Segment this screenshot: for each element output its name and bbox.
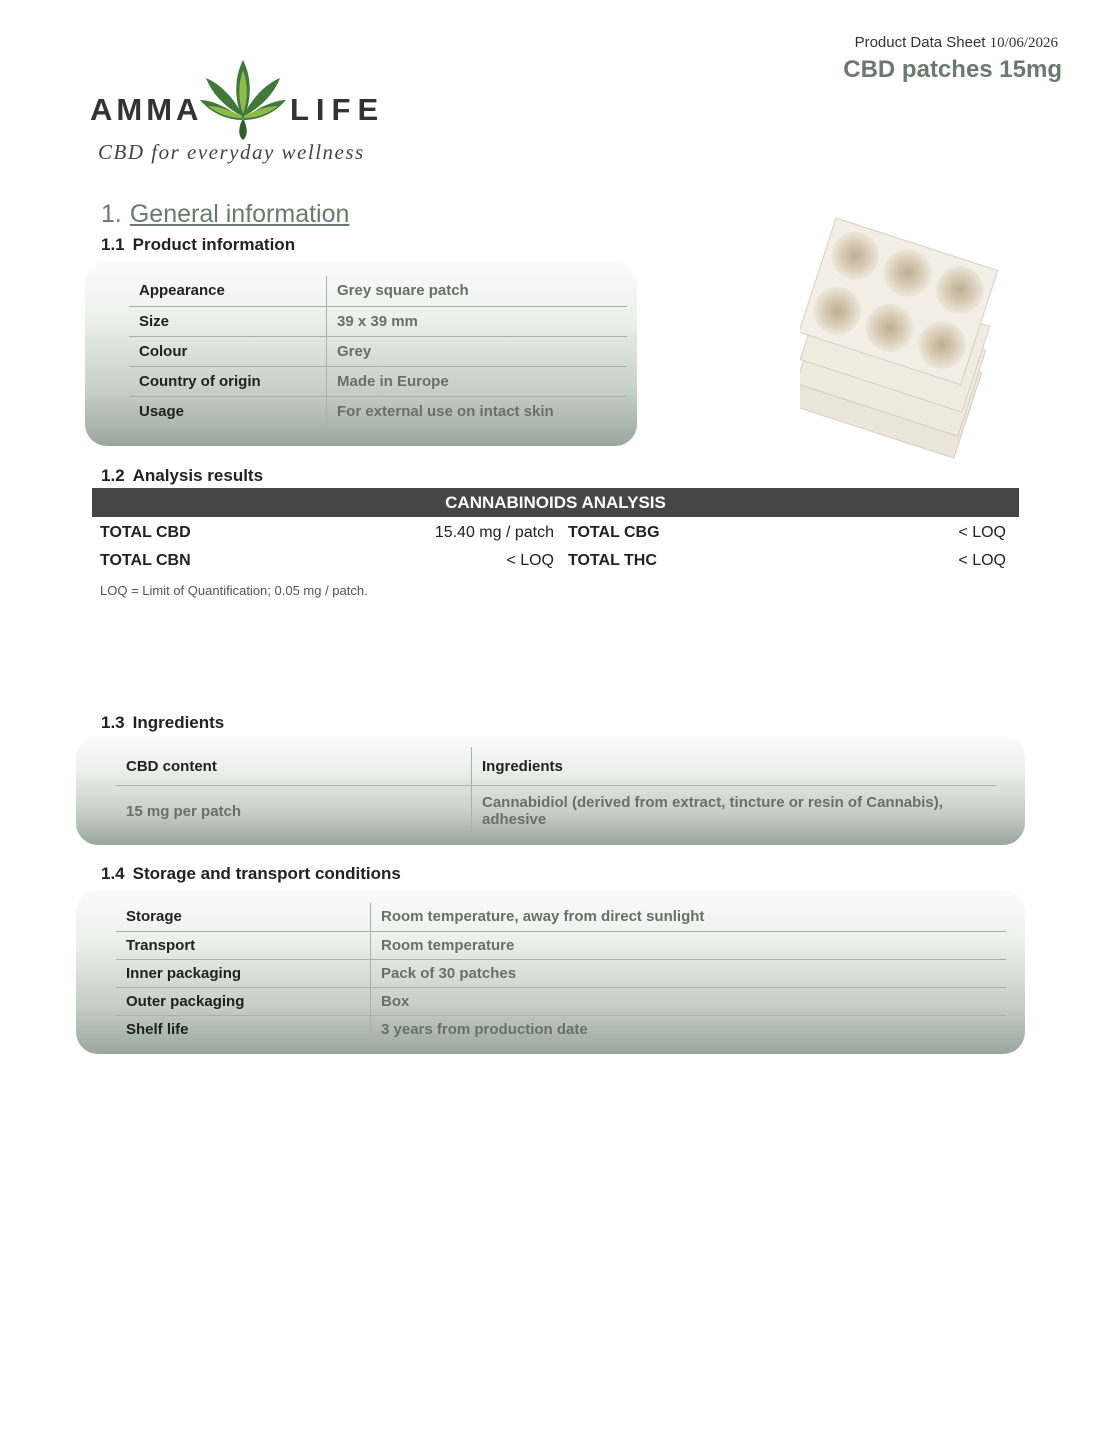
section-heading-general: [101, 200, 349, 229]
table-row: [116, 987, 1006, 1015]
row-value: Made in Europe: [327, 366, 628, 396]
row-label: Transport: [116, 931, 371, 959]
analysis-value: 15.40 mg / patch: [434, 524, 554, 541]
table-row: [129, 276, 627, 306]
logo-word-amma: AMMA: [90, 92, 203, 127]
section-title: General information: [129, 200, 350, 228]
subheading-title: Ingredients: [132, 713, 225, 732]
logo-tagline: CBD for everyday wellness: [98, 140, 365, 164]
storage-table: [116, 903, 1006, 1043]
row-value: Grey square patch: [337, 282, 469, 300]
row-value: Pack of 30 patches: [371, 959, 1007, 987]
subheading-title: Analysis results: [132, 466, 264, 485]
row-label: Storage: [116, 903, 371, 931]
table-row: [116, 786, 996, 837]
row-label: Appearance: [129, 276, 327, 306]
section-number: 1.: [101, 200, 122, 228]
loq-footnote: LOQ = Limit of Quantification; 0.05 mg / patch.: [100, 583, 368, 598]
subheading-title: Product information: [132, 235, 296, 254]
analysis-label: TOTAL THC: [568, 552, 657, 569]
row-value: Grey: [327, 336, 628, 366]
table-row: [129, 396, 627, 426]
column-header: Ingredients: [482, 757, 563, 775]
row-value: 3 years from production date: [371, 1015, 1007, 1043]
analysis-value: < LOQ: [958, 524, 1006, 541]
table-row: [116, 903, 1006, 931]
subheading-number: 1.3: [101, 713, 125, 732]
doc-date: 10/06/2026: [989, 35, 1058, 51]
ingredients-value: Cannabidiol (derived from extract, tincture or resin of Cannabis), adhesive: [472, 786, 997, 837]
row-value: For external use on intact skin: [327, 396, 628, 426]
table-header-row: [116, 747, 996, 786]
table-row: [129, 366, 627, 396]
subheading-analysis: [101, 466, 263, 486]
row-label: Inner packaging: [116, 959, 371, 987]
row-label: Size: [129, 306, 327, 336]
document-header: [855, 34, 1058, 52]
subheading-storage: [101, 864, 401, 884]
row-value: 39 x 39 mm: [327, 306, 628, 336]
product-info-table: [129, 276, 627, 426]
table-row: [116, 931, 1006, 959]
row-label: Colour: [129, 336, 327, 366]
product-title: CBD patches 15mg: [843, 56, 1062, 83]
subheading-title: Storage and transport conditions: [132, 864, 401, 883]
analysis-label: TOTAL CBG: [568, 524, 660, 541]
analysis-bar: CANNABINOIDS ANALYSIS: [92, 488, 1019, 517]
table-row: [116, 959, 1006, 987]
table-row: [129, 306, 627, 336]
row-label: Country of origin: [129, 366, 327, 396]
analysis-value: < LOQ: [506, 552, 554, 569]
row-value: Box: [371, 987, 1007, 1015]
cannabis-leaf-icon: [198, 56, 288, 142]
row-value: Room temperature, away from direct sunlight: [381, 908, 705, 926]
cbd-content-value: 15 mg per patch: [116, 786, 472, 837]
product-patches-image: [800, 210, 1010, 460]
logo-word-life: LIFE: [290, 92, 386, 127]
row-label: Outer packaging: [116, 987, 371, 1015]
subheading-number: 1.4: [101, 864, 125, 883]
analysis-label: TOTAL CBN: [100, 552, 191, 569]
subheading-number: 1.1: [101, 235, 125, 254]
analysis-label: TOTAL CBD: [100, 524, 191, 541]
table-row: [129, 336, 627, 366]
subheading-product-info: [101, 235, 295, 255]
row-label: Shelf life: [116, 1015, 371, 1043]
row-label: Usage: [129, 396, 327, 426]
column-header: CBD content: [116, 747, 472, 786]
ingredients-table: [116, 747, 996, 836]
table-row: [116, 1015, 1006, 1043]
subheading-ingredients: [101, 713, 224, 733]
row-value: Room temperature: [371, 931, 1007, 959]
analysis-value: < LOQ: [958, 552, 1006, 569]
doc-label: Product Data Sheet: [854, 34, 986, 51]
subheading-number: 1.2: [101, 466, 125, 485]
